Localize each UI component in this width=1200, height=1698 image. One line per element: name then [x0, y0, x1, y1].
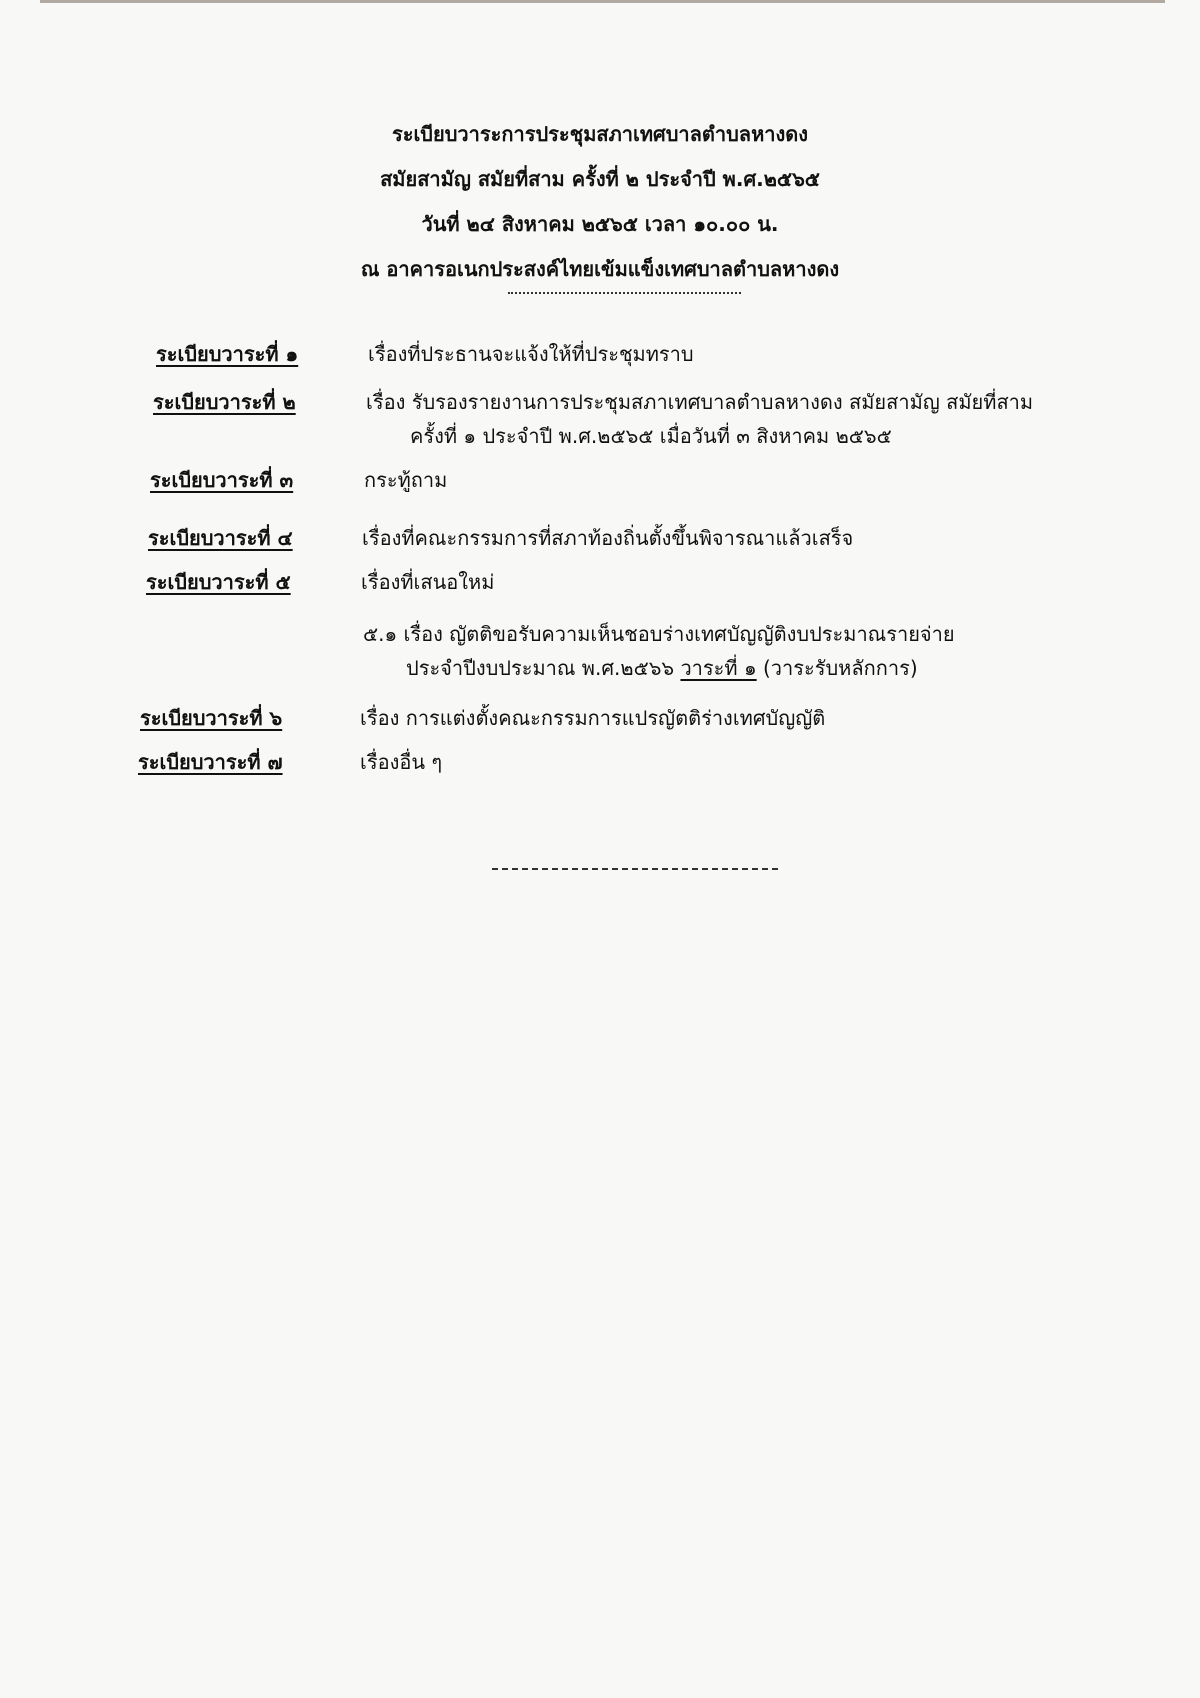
document-header — [0, 112, 1200, 292]
agenda-item-label: ระเบียบวาระที่ ๑ — [156, 342, 299, 366]
agenda-item-text: เรื่องที่ประธานจะแจ้งให้ที่ประชุมทราบ — [368, 342, 694, 366]
top-edge-rule — [40, 0, 1165, 3]
agenda-sub-item-text: ๕.๑ เรื่อง ญัตติขอรับความเห็นชอบร่างเทศบัญญัติงบประมาณรายจ่าย — [363, 622, 955, 646]
meeting-datetime: วันที่ ๒๔ สิงหาคม ๒๕๖๕ เวลา ๑๐.๐๐ น. — [421, 212, 779, 236]
agenda-item-label: ระเบียบวาระที่ ๕ — [146, 570, 291, 594]
agenda-item-text: เรื่องที่เสนอใหม่ — [361, 570, 495, 594]
agenda-item-label: ระเบียบวาระที่ ๒ — [153, 390, 296, 414]
budget-year-text: ประจำปีงบประมาณ พ.ศ.๒๕๖๖ — [406, 656, 681, 680]
header-dotted-separator — [508, 292, 741, 294]
agenda-item-text: กระทู้ถาม — [364, 468, 448, 492]
meeting-venue: ณ อาคารอเนกประสงค์ไทยเข้มแข็งเทศบาลตำบลหางดง — [360, 257, 840, 281]
agenda-item-label: ระเบียบวาระที่ ๓ — [150, 468, 294, 492]
reading-number-text: วาระที่ ๑ — [680, 656, 757, 680]
agenda-item-text-continuation: ครั้งที่ ๑ ประจำปี พ.ศ.๒๕๖๕ เมื่อวันที่ ๓ สิงหาคม ๒๕๖๕ — [410, 424, 892, 448]
end-dashed-separator — [492, 868, 778, 870]
agenda-item-text: เรื่องที่คณะกรรมการที่สภาท้องถิ่นตั้งขึ้นพิจารณาแล้วเสร็จ — [362, 526, 854, 550]
agenda-item-label: ระเบียบวาระที่ ๖ — [140, 706, 283, 730]
meeting-title: ระเบียบวาระการประชุมสภาเทศบาลตำบลหางดง — [391, 122, 808, 146]
meeting-session: สมัยสามัญ สมัยที่สาม ครั้งที่ ๒ ประจำปี พ.ศ.๒๕๖๕ — [380, 167, 820, 191]
agenda-item-label: ระเบียบวาระที่ ๔ — [148, 526, 293, 550]
agenda-item-label: ระเบียบวาระที่ ๗ — [138, 750, 283, 774]
agenda-item-text: เรื่องอื่น ๆ — [360, 750, 443, 774]
agenda-sub-item-text-continuation — [406, 652, 918, 684]
reading-description-text: (วาระรับหลักการ) — [756, 656, 918, 680]
agenda-item-text: เรื่อง รับรองรายงานการประชุมสภาเทศบาลตำบลหางดง สมัยสามัญ สมัยที่สาม — [366, 390, 1034, 414]
agenda-item-text: เรื่อง การแต่งตั้งคณะกรรมการแปรญัตติร่างเทศบัญญัติ — [360, 706, 826, 730]
